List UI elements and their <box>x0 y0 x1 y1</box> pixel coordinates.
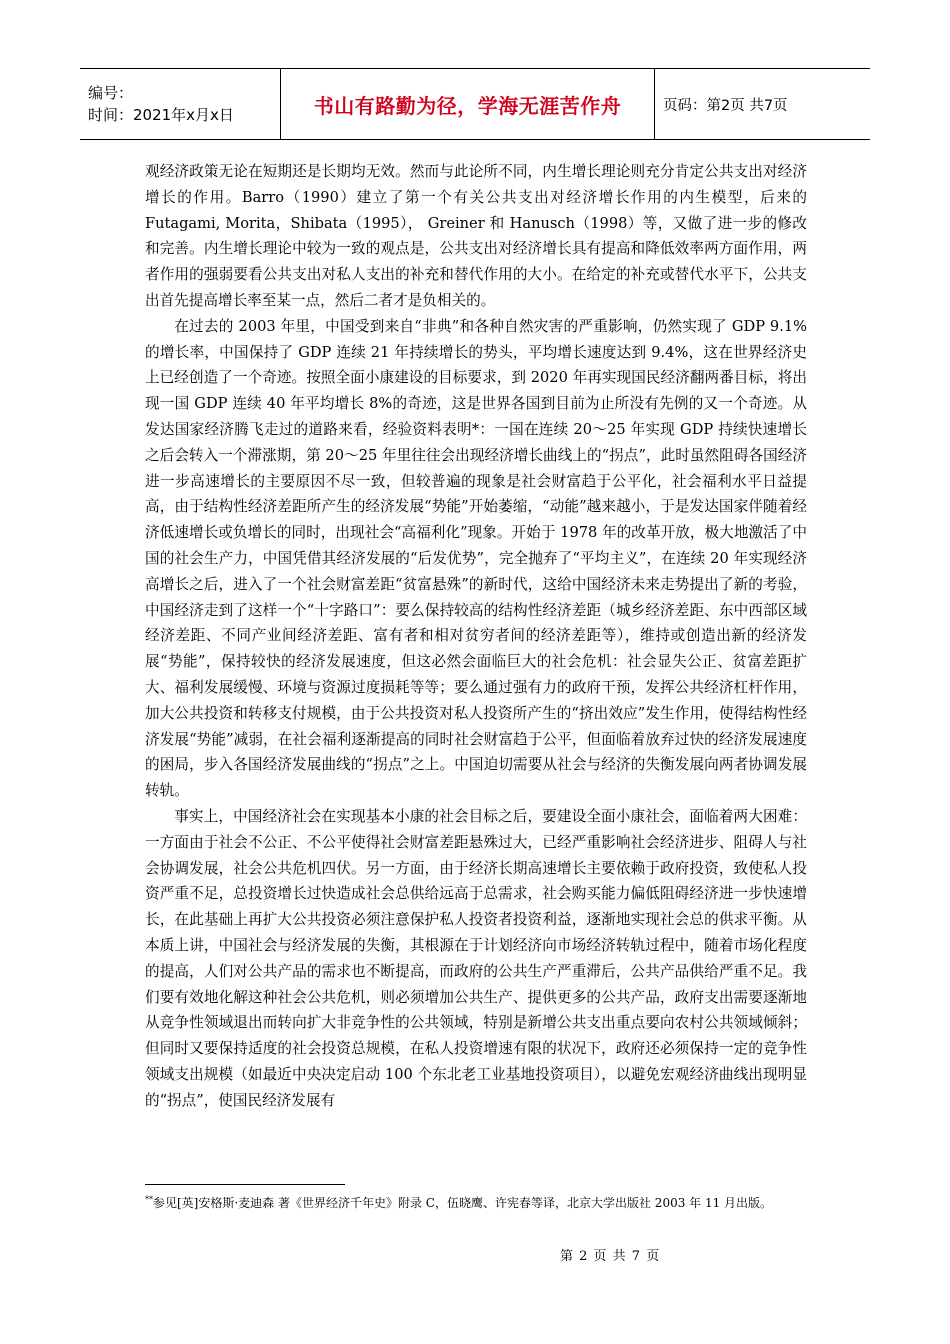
footnote-separator <box>145 1184 345 1185</box>
document-body <box>145 159 807 1113</box>
document-time-label: 时间：2021年x月x日 <box>88 106 234 124</box>
page-header <box>80 68 870 140</box>
footnote <box>145 1190 807 1213</box>
body-paragraph-1: 观经济政策无论在短期还是长期均无效。然而与此论所不同，内生增长理论则充分肯定公共支出对经济增长的作用。Barro（1990）建立了第一个有关公共支出对经济增长作用的内生模型，后来的 Futagami, Morita，Shibata（1995）， Greiner 和 Hanusch（1998）等，又做了进一步的修改和完善。内生增长理论中较为一致的观点是，公共支出对经济增长具有提高和降低效率两方面作用，两者作用的强弱要看公共支出对私人支出的补充和替代作用的大小。在给定的补充或替代水平下，公共支出首先提高增长率至某一点，然后二者才是负相关的。 <box>145 163 807 309</box>
header-motto: 书山有路勤为径，学海无涯苦作舟 <box>281 69 655 139</box>
footnote-mark: ** <box>145 1195 153 1204</box>
page-footer-number: 第 2 页 共 7 页 <box>560 1249 661 1264</box>
header-page-info: 页码：第2页 共7页 <box>663 97 788 114</box>
footnote-text: 参见[英]安格斯·麦迪森 著《世界经济千年史》附录 C，伍晓鹰、许宪春等译，北京大学出版社 2003 年 11 月出版。 <box>153 1196 773 1210</box>
body-paragraph-3: 事实上，中国经济社会在实现基本小康的社会目标之后，要建设全面小康社会，面临着两大困难：一方面由于社会不公正、不公平使得社会财富差距悬殊过大，已经严重影响社会经济进步、阻碍人与社会协调发展，社会公共危机四伏。另一方面，由于经济长期高速增长主要依赖于政府投资，致使私人投资严重不足，总投资增长过快造成社会总供给远高于总需求，社会购买能力偏低阻碍经济进一步快速增长，在此基础上再扩大公共投资必须注意保护私人投资者投资利益，逐渐地实现社会总的供求平衡。从本质上讲，中国社会与经济发展的失衡，其根源在于计划经济向市场经济转轨过程中，随着市场化程度的提高，人们对公共产品的需求也不断提高，而政府的公共生产严重滞后，公共产品供给严重不足。我们要有效地化解这种社会公共危机，则必须增加公共生产、提供更多的公共产品，政府支出需要逐渐地从竞争性领域退出而转向扩大非竞争性的公共领域，特别是新增公共支出重点要向农村公共领域倾斜；但同时又要保持适度的社会投资总规模，在私人投资增速有限的状况下，政府还必须保持一定的竞争性领域支出规模（如最近中央决定启动 100 个东北老工业基地投资项目），以避免宏观经济曲线出现明显的“拐点”，使国民经济发展有 <box>145 807 807 1109</box>
body-paragraph-2: 在过去的 2003 年里，中国受到来自“非典”和各种自然灾害的严重影响，仍然实现了 GDP 9.1%的增长率，中国保持了 GDP 连续 21 年持续增长的势头，平均增长速度达到 9.4%，这在世界经济史上已经创造了一个奇迹。按照全面小康建设的目标要求，到 2020 年再实现国民经济翻两番目标，将出现一国 GDP 连续 40 年平均增长 8%的奇迹，这是世界各国到目前为止所没有先例的又一个奇迹。从发达国家经济腾飞走过的道路来看，经验资料表明*：一国在连续 20～25 年实现 GDP 持续快速增长之后会转入一个滞涨期，第 20～25 年里往往会出现经济增长曲线上的“拐点”，此时虽然阻碍各国经济进一步高速增长的主要原因不尽一致，但较普遍的现象是社会财富趋于公平化，社会福利水平日益提高，由于结构性经济差距所产生的经济发展“势能”开始萎缩，“动能”越来越小，于是发达国家伴随着经济低速增长或负增长的同时，出现社会“高福利化”现象。开始于 1978 年的改革开放，极大地激活了中国的社会生产力，中国凭借其经济发展的“后发优势”，完全抛弃了“平均主义”，在连续 20 年实现经济高增长之后，进入了一个社会财富差距“贫富悬殊”的新时代，这给中国经济未来走势提出了新的考验，中国经济走到了这样一个“十字路口”：要么保持较高的结构性经济差距（城乡经济差距、东中西部区域经济差距、不同产业间经济差距、富有者和相对贫穷者间的经济差距等），维持或创造出新的经济发展“势能”，保持较快的经济发展速度，但这必然会面临巨大的社会危机：社会显失公正、贫富差距扩大、福利发展缓慢、环境与资源过度损耗等等；要么通过强有力的政府干预，发挥公共经济杠杆作用，加大公共投资和转移支付规模，由于公共投资对私人投资所产生的“挤出效应”发生作用，使得结构性经济发展“势能”减弱，在社会福利逐渐提高的同时社会财富趋于公平，但面临着放弃过快的经济发展速度的困局，步入各国经济发展曲线的“拐点”之上。中国迫切需要从社会与经济的失衡发展向两者协调发展转轨。 <box>145 317 807 800</box>
header-meta <box>80 69 281 139</box>
document-number-label: 编号： <box>88 84 134 102</box>
